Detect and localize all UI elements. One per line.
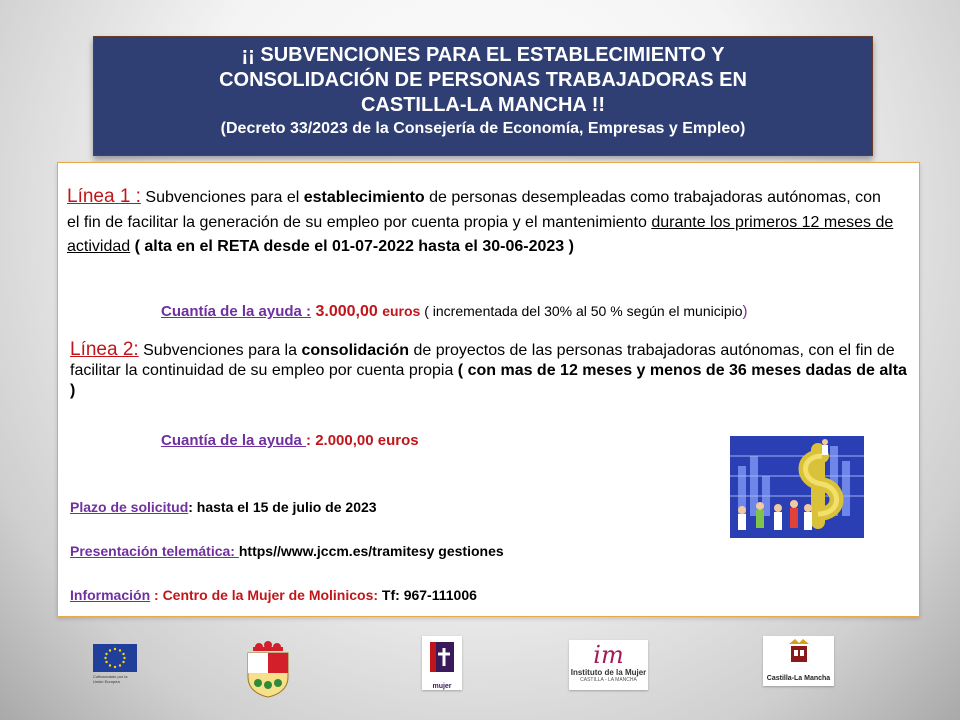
content-card: [57, 162, 920, 617]
inst-sub: CASTILLA - LA MANCHA: [580, 677, 637, 683]
shield-icon: [243, 639, 293, 699]
cuantia-1-unit: euros: [382, 303, 421, 319]
presentacion-link[interactable]: https//www.jccm.es/tramitesy gestiones: [238, 543, 504, 559]
cuantia-1-amount: 3.000,00: [311, 303, 383, 320]
plazo-line: [70, 499, 377, 515]
linea-1-underlined: durante los primeros 12 meses de actividad: [67, 213, 894, 255]
cross-symbol-icon: [422, 636, 462, 678]
linea-1-paragraph: [67, 185, 897, 260]
informacion-center: : Centro de la Mujer de Molinicos:: [150, 587, 379, 603]
mujer-text: mujer: [432, 683, 452, 690]
eu-caption: Cofinanciado por la Unión Europea: [93, 674, 128, 684]
banner-subtitle: (Decreto 33/2023 de la Consejería de Economía, Empresas y Empleo): [220, 120, 746, 137]
eu-logo: [93, 644, 138, 688]
dollar-people-illustration: [730, 436, 864, 538]
cuantia-1: [161, 303, 748, 321]
presentacion-label: Presentación telemática:: [70, 543, 239, 559]
linea-2-bold-tail: ( con mas de 12 meses y menos de 36 meses dadas de alta ): [70, 362, 907, 399]
plazo-label: Plazo de solicitud: [70, 499, 189, 515]
linea-1-text-b: de personas desempleadas como trabajadoras autónomas, con el fin de facilitar la generación de su empleo por cuenta propia y el mantenimiento: [67, 189, 881, 231]
clm-text: Castilla-La Mancha: [766, 675, 831, 682]
cuantia-1-close: ): [742, 303, 748, 320]
linea-2-text-a: Subvenciones para la: [138, 342, 302, 359]
banner-title: ¡¡ SUBVENCIONES PARA EL ESTABLECIMIENTO Y CONSOLIDACIÓN DE PERSONAS TRABAJADORAS EN CASTILLA-LA MANCHA !!: [219, 44, 747, 116]
presentacion-line: [70, 543, 504, 559]
cuantia-2-label: Cuantía de la ayuda: [161, 432, 307, 449]
linea-2-text-b: de proyectos de las personas trabajadoras autónomas, con el fin de facilitar la continuidad de su empleo por cuenta propia: [70, 342, 895, 379]
im-monogram-icon: im: [593, 641, 624, 669]
dollar-illustration-icon: [730, 436, 864, 538]
inst-name: Instituto de la Mujer: [570, 668, 647, 677]
linea-2-bold-a: consolidación: [301, 342, 410, 359]
linea-2-heading: Línea 2:: [70, 339, 139, 360]
crown-castle-icon: [763, 636, 834, 670]
cuantia-2: [161, 432, 419, 449]
informacion-phone: Tf: 967-111006: [378, 587, 477, 603]
title-banner: [93, 36, 873, 156]
cuantia-2-amount: : 2.000,00 euros: [306, 432, 419, 449]
cuantia-1-note: ( incrementada del 30% al 50 % según el municipio: [420, 303, 743, 319]
castilla-la-mancha-logo: [763, 636, 834, 686]
centro-mujer-logo: [422, 636, 462, 690]
logos-row: [0, 636, 960, 706]
linea-1-bold-tail: ( alta en el RETA desde el 01-07-2022 hasta el 30-06-2023 ): [130, 238, 574, 255]
cuantia-1-label: Cuantía de la ayuda :: [161, 303, 312, 320]
instituto-mujer-logo: [569, 640, 648, 690]
linea-1-heading: Línea 1 :: [67, 186, 141, 207]
linea-1-bold-a: establecimiento: [303, 189, 425, 206]
plazo-value: : hasta el 15 de julio de 2023: [188, 499, 377, 515]
informacion-line: [70, 587, 477, 603]
informacion-label: Información: [70, 587, 151, 603]
eu-flag-icon: [93, 644, 137, 672]
municipal-shield-logo: [243, 639, 293, 699]
linea-2-paragraph: [70, 340, 908, 401]
linea-1-text-a: Subvenciones para el: [140, 189, 304, 206]
